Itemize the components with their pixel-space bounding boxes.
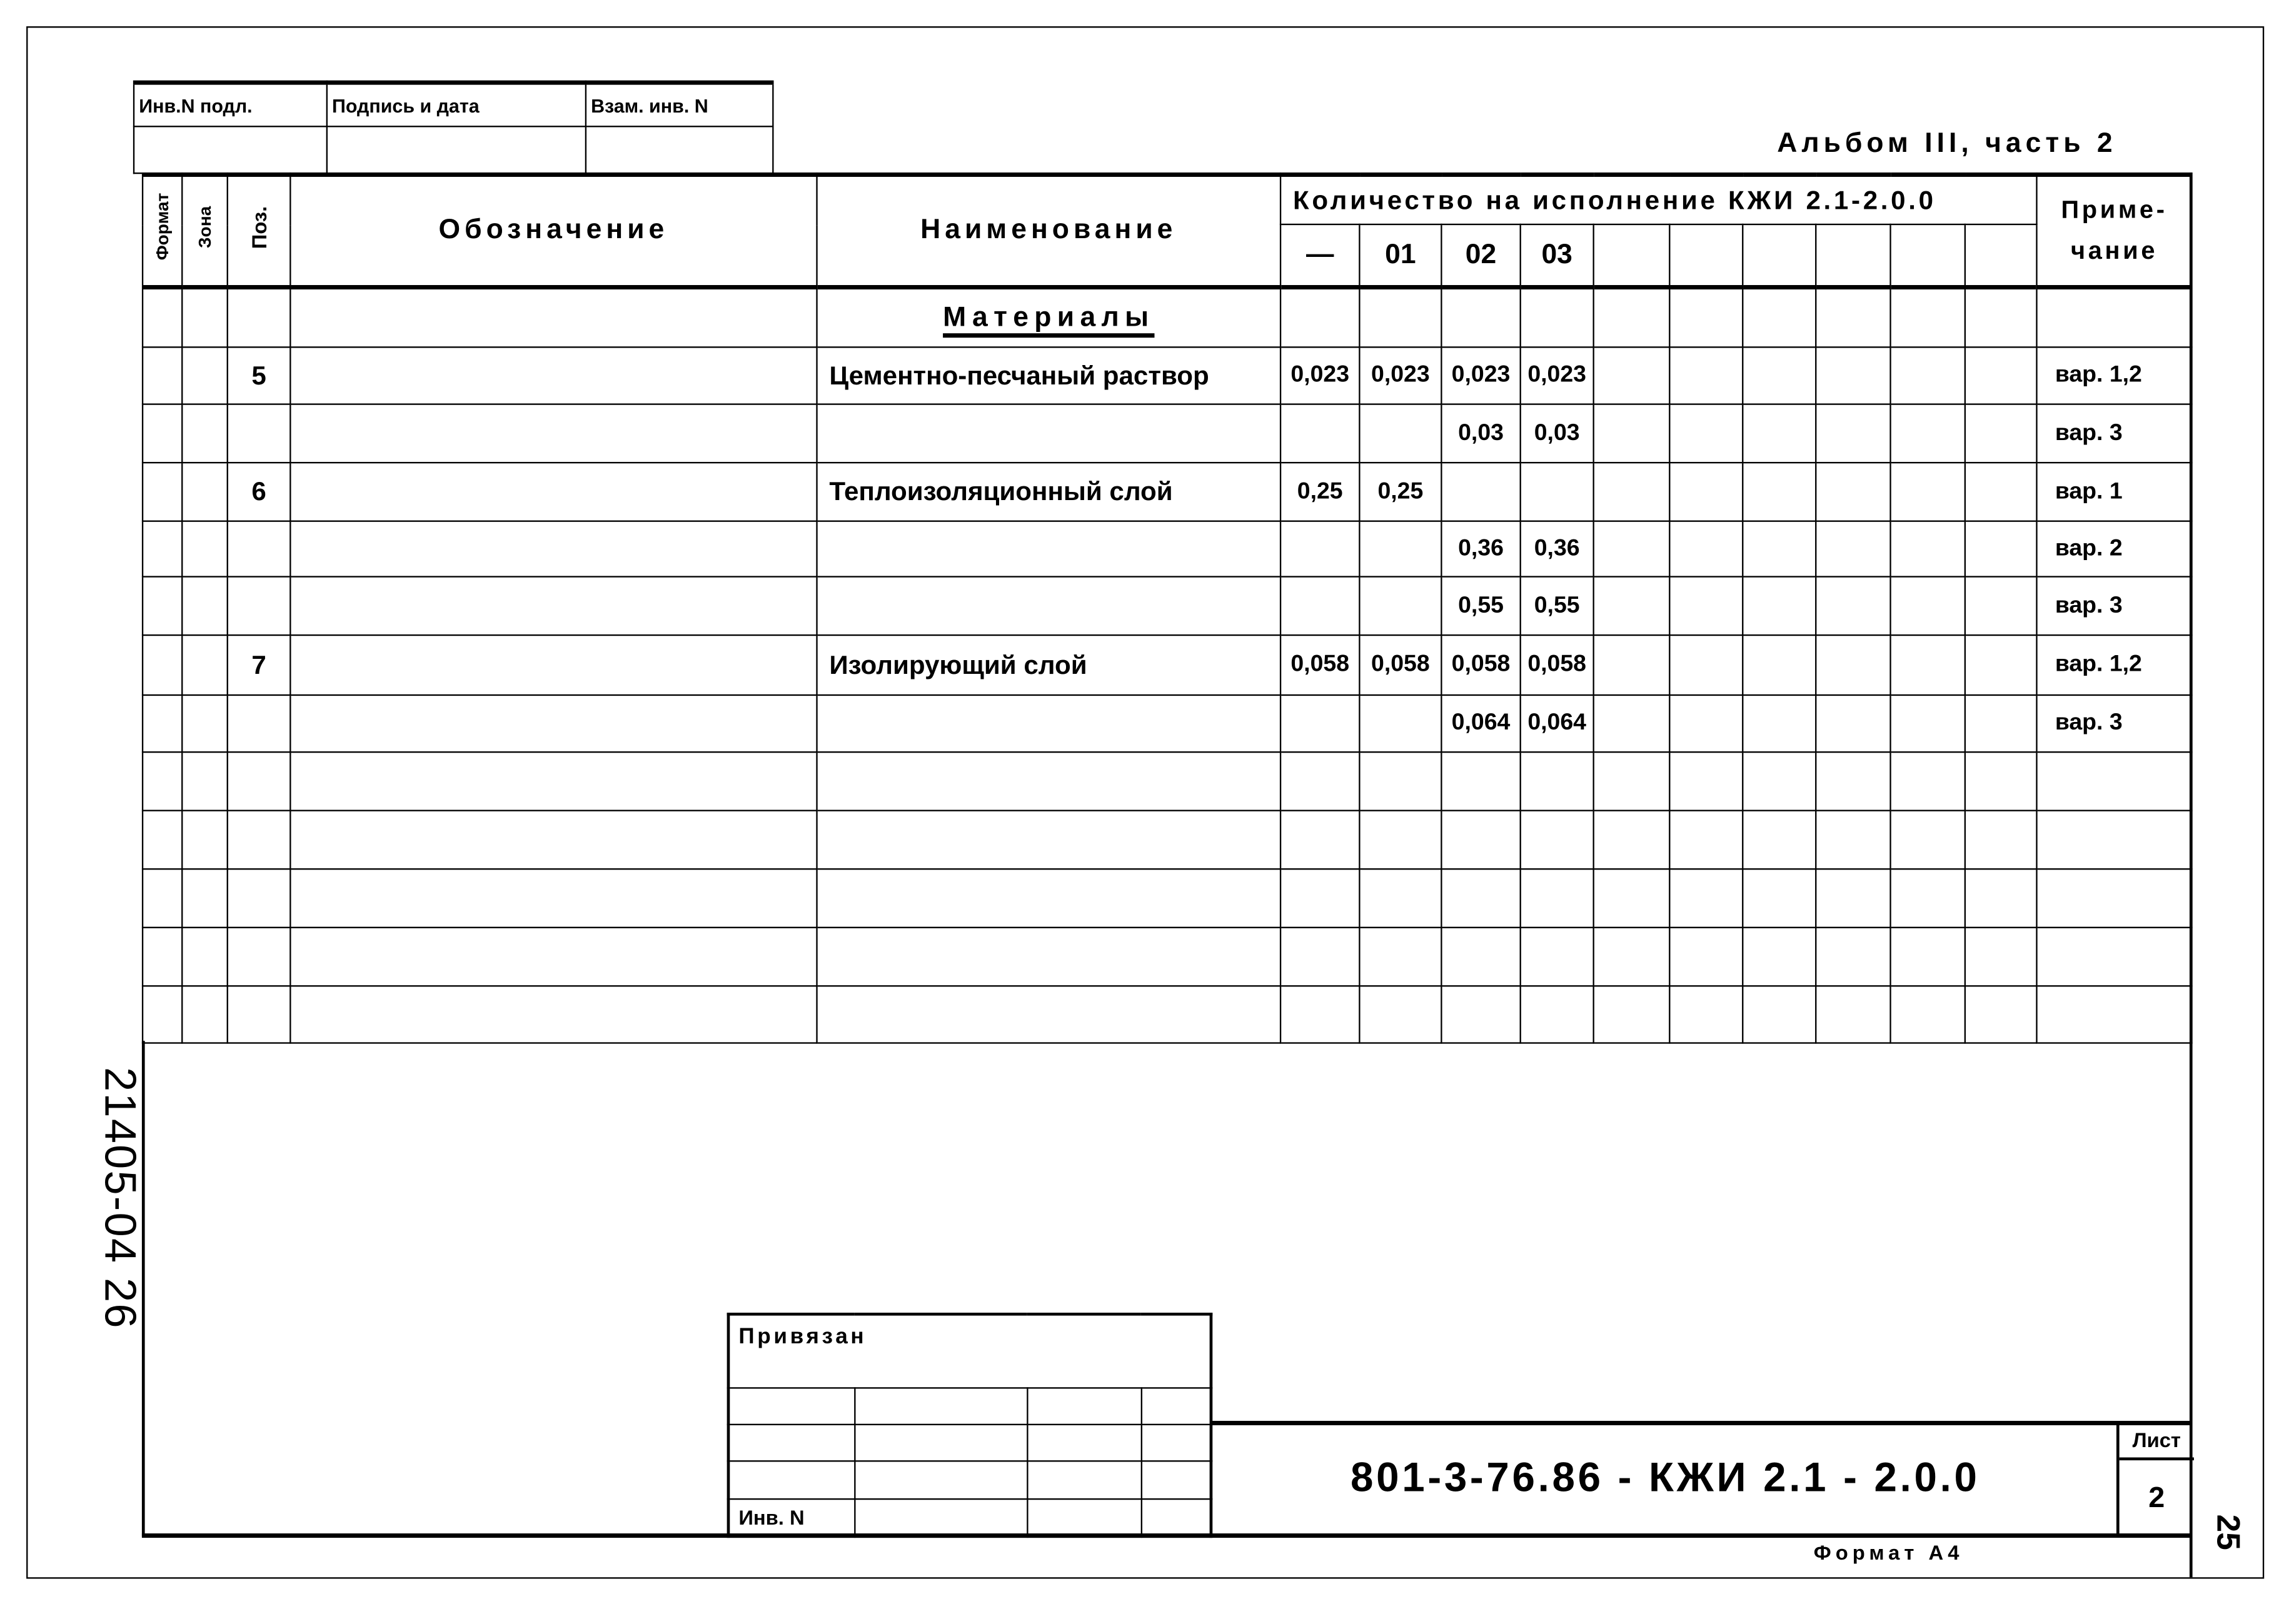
qty-cell (1816, 404, 1890, 463)
name-cell (817, 986, 1280, 1043)
qty-cell (1816, 347, 1890, 404)
qty-cell: 0,023 (1521, 347, 1594, 404)
qty-cell: 0,25 (1359, 463, 1441, 521)
qty-cell: 0,023 (1441, 347, 1520, 404)
qty-cell (1743, 404, 1816, 463)
qty-cell (1965, 635, 2037, 695)
note-cell (2037, 928, 2192, 986)
specification-table (142, 173, 2193, 1044)
name-cell (817, 404, 1280, 463)
replaced-inv-label: Взам. инв. N (586, 83, 773, 126)
qty-cell (1521, 463, 1594, 521)
zone-cell (182, 811, 228, 870)
qty-cell (1594, 986, 1670, 1043)
table-row (143, 347, 2191, 404)
qty-cell: 0,058 (1359, 635, 1441, 695)
qty-cell (1743, 635, 1816, 695)
qty-cell: 0,55 (1521, 577, 1594, 636)
designation-cell (290, 521, 817, 577)
qty-cell (1816, 635, 1890, 695)
note-cell: вар. 1,2 (2037, 347, 2192, 404)
zone-cell (182, 695, 228, 752)
sheet-number: 2 (2148, 1482, 2165, 1515)
qty-cell: 0,058 (1280, 635, 1359, 695)
qty-cell (1743, 928, 1816, 986)
format-cell (143, 869, 182, 928)
qty-cell (1669, 347, 1743, 404)
pos-cell (228, 869, 291, 928)
qty-cell (1594, 347, 1670, 404)
zone-cell (182, 521, 228, 577)
pos-cell: 5 (228, 347, 291, 404)
qty-col-header (1816, 224, 1890, 288)
qty-cell (1280, 695, 1359, 752)
qty-cell: 0,36 (1521, 521, 1594, 577)
qty-cell (1669, 928, 1743, 986)
zone-cell (182, 347, 228, 404)
inv-original-value (134, 126, 327, 173)
qty-cell (1965, 463, 2037, 521)
format-header: Формат (152, 193, 173, 261)
page-number-box (2194, 1491, 2261, 1573)
qty-cell (1669, 404, 1743, 463)
qty-cell (1743, 752, 1816, 811)
titleblock-top-line (1211, 1421, 2191, 1425)
qty-cell (1441, 869, 1520, 928)
format-cell (143, 928, 182, 986)
qty-cell: 0,36 (1441, 521, 1520, 577)
pos-cell (228, 986, 291, 1043)
qty-cell (1521, 752, 1594, 811)
qty-cell (1891, 347, 1965, 404)
qty-cell (1594, 404, 1670, 463)
qty-cell (1441, 463, 1520, 521)
qty-cell (1280, 521, 1359, 577)
qty-cell (1669, 695, 1743, 752)
qty-col-header: — (1280, 224, 1359, 288)
qty-cell (1359, 928, 1441, 986)
format-cell (143, 404, 182, 463)
designation-cell (290, 986, 817, 1043)
qty-cell (1965, 695, 2037, 752)
qty-col-header (1743, 224, 1816, 288)
pos-cell: 7 (228, 635, 291, 695)
name-cell (817, 521, 1280, 577)
qty-cell (1891, 577, 1965, 636)
qty-cell (1891, 695, 1965, 752)
qty-col-header (1965, 224, 2037, 288)
qty-cell (1743, 869, 1816, 928)
qty-cell (1521, 869, 1594, 928)
qty-cell (1669, 521, 1743, 577)
note-cell (2037, 986, 2192, 1043)
name-cell (817, 752, 1280, 811)
table-row (143, 404, 2191, 463)
qty-cell (1359, 521, 1441, 577)
name-cell (817, 695, 1280, 752)
format-cell (143, 752, 182, 811)
signature-date-label: Подпись и дата (327, 83, 586, 126)
zone-cell (182, 635, 228, 695)
qty-cell (1359, 577, 1441, 636)
qty-cell (1521, 928, 1594, 986)
designation-cell (290, 404, 817, 463)
qty-cell: 0,55 (1441, 577, 1520, 636)
qty-cell (1816, 811, 1890, 870)
qty-cell (1816, 752, 1890, 811)
qty-cell (1891, 404, 1965, 463)
qty-col-header (1594, 224, 1670, 288)
qty-cell (1891, 928, 1965, 986)
bound-block (727, 1313, 1213, 1538)
qty-cell (1280, 928, 1359, 986)
pos-cell: 6 (228, 463, 291, 521)
qty-group-header: Количество на исполнение КЖИ 2.1-2.0.0 (1280, 174, 2037, 224)
name-cell: Цементно-песчаный раствор (817, 347, 1280, 404)
qty-cell: 0,25 (1280, 463, 1359, 521)
qty-cell (1669, 869, 1743, 928)
format-cell (143, 635, 182, 695)
table-row (143, 521, 2191, 577)
designation-cell (290, 463, 817, 521)
qty-cell (1594, 695, 1670, 752)
qty-cell (1816, 986, 1890, 1043)
name-cell: Изолирующий слой (817, 635, 1280, 695)
pos-header: Поз. (247, 206, 271, 249)
qty-cell (1891, 869, 1965, 928)
section-materials: Материалы (943, 301, 1155, 333)
qty-cell (1669, 752, 1743, 811)
qty-cell: 0,03 (1521, 404, 1594, 463)
qty-cell (1965, 347, 2037, 404)
qty-cell (1521, 986, 1594, 1043)
table-row (143, 463, 2191, 521)
table-row (143, 811, 2191, 870)
qty-cell: 0,064 (1441, 695, 1520, 752)
archive-number: 21405-04 26 (95, 1067, 144, 1330)
qty-cell: 0,058 (1521, 635, 1594, 695)
qty-cell (1594, 577, 1670, 636)
qty-cell (1743, 695, 1816, 752)
qty-cell (1965, 521, 2037, 577)
qty-cell (1594, 869, 1670, 928)
qty-col-header (1891, 224, 1965, 288)
table-row (143, 695, 2191, 752)
qty-cell (1743, 577, 1816, 636)
designation-cell (290, 869, 817, 928)
zone-cell (182, 404, 228, 463)
qty-cell (1816, 928, 1890, 986)
designation-cell (290, 635, 817, 695)
qty-cell (1816, 521, 1890, 577)
format-cell (143, 695, 182, 752)
qty-cell (1594, 811, 1670, 870)
format-cell (143, 986, 182, 1043)
inv-original-label: Инв.N подл. (134, 83, 327, 126)
qty-cell (1965, 404, 2037, 463)
qty-cell (1816, 869, 1890, 928)
sheet-box (2116, 1422, 2194, 1535)
note-cell: вар. 1 (2037, 463, 2192, 521)
bound-inv-label: Инв. N (728, 1498, 854, 1536)
designation-cell (290, 928, 817, 986)
zone-cell (182, 752, 228, 811)
qty-cell (1743, 347, 1816, 404)
qty-col-header: 02 (1441, 224, 1520, 288)
qty-cell (1594, 928, 1670, 986)
name-cell (817, 577, 1280, 636)
qty-col-header (1669, 224, 1743, 288)
qty-cell (1280, 811, 1359, 870)
qty-cell: 0,023 (1359, 347, 1441, 404)
qty-cell (1743, 521, 1816, 577)
zone-cell (182, 928, 228, 986)
note-header: Приме- чание (2037, 174, 2192, 287)
name-cell: Теплоизоляционный слой (817, 463, 1280, 521)
qty-cell (1891, 752, 1965, 811)
format-label: Формат А4 (1813, 1540, 1964, 1565)
table-row (143, 577, 2191, 636)
qty-cell (1359, 695, 1441, 752)
note-cell: вар. 3 (2037, 577, 2192, 636)
qty-cell (1280, 986, 1359, 1043)
qty-cell (1359, 404, 1441, 463)
note-cell (2037, 811, 2192, 870)
qty-cell (1441, 752, 1520, 811)
qty-cell (1965, 986, 2037, 1043)
qty-cell (1669, 811, 1743, 870)
qty-cell (1359, 752, 1441, 811)
qty-col-header: 01 (1359, 224, 1441, 288)
designation-cell (290, 695, 817, 752)
designation-cell (290, 577, 817, 636)
pos-cell (228, 928, 291, 986)
qty-cell (1891, 811, 1965, 870)
signature-date-value (327, 126, 586, 173)
note-cell: вар. 3 (2037, 404, 2192, 463)
qty-cell (1891, 986, 1965, 1043)
note-cell: вар. 2 (2037, 521, 2192, 577)
qty-cell (1359, 869, 1441, 928)
qty-cell (1594, 521, 1670, 577)
qty-cell (1816, 463, 1890, 521)
zone-cell (182, 463, 228, 521)
note-cell: вар. 3 (2037, 695, 2192, 752)
zone-cell (182, 986, 228, 1043)
qty-cell (1594, 635, 1670, 695)
qty-cell (1441, 986, 1520, 1043)
designation-cell (290, 347, 817, 404)
bound-title: Привязан (728, 1314, 1211, 1387)
qty-cell (1359, 986, 1441, 1043)
qty-cell (1816, 695, 1890, 752)
format-cell (143, 577, 182, 636)
qty-cell (1816, 577, 1890, 636)
table-row (143, 752, 2191, 811)
table-row (143, 869, 2191, 928)
qty-col-header: 03 (1521, 224, 1594, 288)
qty-cell (1743, 811, 1816, 870)
name-cell (817, 928, 1280, 986)
qty-cell: 0,058 (1441, 635, 1520, 695)
pos-cell (228, 811, 291, 870)
table-row (143, 986, 2191, 1043)
document-code: 801-3-76.86 - КЖИ 2.1 - 2.0.0 (1351, 1454, 1980, 1500)
qty-cell (1441, 811, 1520, 870)
qty-cell (1594, 752, 1670, 811)
qty-cell (1669, 463, 1743, 521)
frame-right-line (2190, 173, 2193, 1577)
name-cell (817, 869, 1280, 928)
qty-cell (1280, 404, 1359, 463)
pos-cell (228, 752, 291, 811)
qty-cell: 0,023 (1280, 347, 1359, 404)
zone-cell (182, 869, 228, 928)
note-cell (2037, 752, 2192, 811)
note-cell: вар. 1,2 (2037, 635, 2192, 695)
replaced-inv-value (586, 126, 773, 173)
qty-cell (1965, 577, 2037, 636)
page-number: 25 (2210, 1514, 2247, 1550)
qty-cell (1441, 928, 1520, 986)
qty-cell (1965, 869, 2037, 928)
name-cell (817, 811, 1280, 870)
qty-cell (1669, 986, 1743, 1043)
pos-cell (228, 521, 291, 577)
table-row (143, 635, 2191, 695)
qty-cell (1359, 811, 1441, 870)
qty-cell (1743, 986, 1816, 1043)
qty-cell (1280, 577, 1359, 636)
qty-cell (1965, 752, 2037, 811)
sheet-label: Лист (2120, 1422, 2194, 1460)
qty-cell (1669, 635, 1743, 695)
format-cell (143, 463, 182, 521)
qty-cell (1965, 811, 2037, 870)
designation-header: Обозначение (290, 174, 817, 287)
qty-cell (1669, 577, 1743, 636)
pos-cell (228, 577, 291, 636)
qty-cell: 0,03 (1441, 404, 1520, 463)
name-header: Наименование (817, 174, 1280, 287)
qty-cell: 0,064 (1521, 695, 1594, 752)
qty-cell (1891, 635, 1965, 695)
zone-header: Зона (194, 206, 215, 249)
format-cell (143, 521, 182, 577)
format-cell (143, 347, 182, 404)
note-cell (2037, 869, 2192, 928)
qty-cell (1280, 869, 1359, 928)
pos-cell (228, 404, 291, 463)
format-cell (143, 811, 182, 870)
designation-cell (290, 752, 817, 811)
qty-cell (1594, 463, 1670, 521)
designation-cell (290, 811, 817, 870)
qty-cell (1521, 811, 1594, 870)
qty-cell (1891, 463, 1965, 521)
qty-cell (1743, 463, 1816, 521)
album-label: Альбом III, часть 2 (1777, 128, 2117, 159)
zone-cell (182, 577, 228, 636)
pos-cell (228, 695, 291, 752)
qty-cell (1891, 521, 1965, 577)
table-row (143, 928, 2191, 986)
qty-cell (1280, 752, 1359, 811)
approval-stamp (133, 81, 774, 174)
qty-cell (1965, 928, 2037, 986)
